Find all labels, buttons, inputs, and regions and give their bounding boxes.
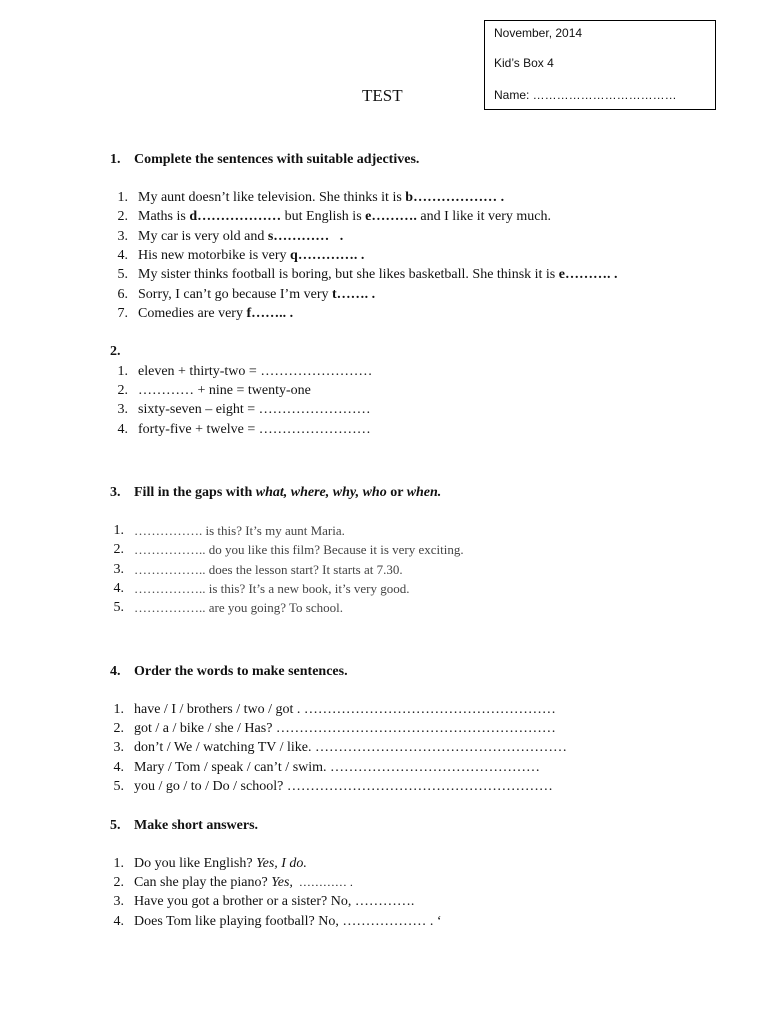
item-example-answer: Yes, I do.	[256, 856, 307, 871]
item-number: 1.	[113, 702, 124, 717]
section-number: 2.	[110, 344, 121, 359]
item-text: Can she play the piano?	[134, 875, 272, 890]
item-blank: e………. .	[558, 267, 618, 282]
item-number: 5.	[113, 779, 124, 794]
item-text: Maths is	[138, 209, 190, 224]
item-text: …………….. do you like this film? Because it is very exciting.	[134, 542, 464, 557]
item-number: 2.	[113, 875, 124, 890]
section-title-keywords: when.	[406, 485, 442, 500]
header-name-field: Name: ………………………………	[494, 88, 677, 102]
page-title: TEST	[362, 86, 403, 105]
header-date: November, 2014	[494, 26, 583, 40]
item-number: 6.	[117, 287, 128, 302]
item-number: 4.	[117, 248, 128, 263]
section-title: Fill in the gaps with	[134, 485, 256, 500]
item-number: 4.	[113, 760, 124, 775]
item-number: 1.	[113, 523, 124, 538]
item-text: My aunt doesn’t like television. She thinks it is	[138, 190, 406, 205]
item-blank: t……. .	[331, 287, 376, 302]
item-blank: e……….	[365, 209, 417, 224]
item-number: 4.	[113, 581, 124, 596]
item-number: 3.	[117, 229, 128, 244]
item-number: 4.	[113, 914, 124, 929]
item-text: My car is very old and	[138, 229, 268, 244]
item-number: 3.	[117, 402, 128, 417]
item-number: 2.	[117, 383, 128, 398]
item-text: His new motorbike is very	[138, 248, 291, 263]
section-number: 1.	[110, 152, 121, 167]
item-number: 5.	[117, 267, 128, 282]
item-blank: b……………… .	[405, 190, 505, 205]
section-title-keywords: what, where, why, who	[255, 485, 387, 500]
item-text: don’t / We / watching TV / like. ………………………………………………	[134, 740, 567, 755]
item-blank: d………………	[189, 209, 282, 224]
item-number: 3.	[113, 894, 124, 909]
section-title: Order the words to make sentences.	[134, 664, 348, 679]
section-number: 3.	[110, 485, 121, 500]
item-number: 1.	[113, 856, 124, 871]
item-text: you / go / to / Do / school? …………………………………………………	[134, 779, 553, 794]
section-title: Make short answers.	[134, 818, 259, 833]
item-number: 3.	[113, 562, 124, 577]
item-number: 4.	[117, 422, 128, 437]
item-text: ………… + nine = twenty-one	[138, 383, 311, 398]
item-number: 2.	[117, 209, 128, 224]
item-text: ……………. is this? It’s my aunt Maria.	[134, 523, 345, 538]
item-text: eleven + thirty-two = ……………………	[138, 364, 373, 379]
item-text: Mary / Tom / speak / can’t / swim. ………………………………………	[134, 760, 541, 775]
item-number: 2.	[113, 542, 124, 557]
item-text: …………….. are you going? To school.	[134, 600, 343, 615]
item-number: 1.	[117, 190, 128, 205]
item-text: My sister thinks football is boring, but she likes basketball. She thinsk it is	[138, 267, 559, 282]
item-text: sixty-seven – eight = ……………………	[138, 402, 371, 417]
item-text: Do you like English?	[134, 856, 257, 871]
item-text: but English is	[281, 209, 366, 224]
section-number: 4.	[110, 664, 121, 679]
item-blank: s………… .	[267, 229, 344, 244]
section-number: 5.	[110, 818, 121, 833]
item-text: …………….. does the lesson start? It starts at 7.30.	[134, 562, 403, 577]
section-title: or	[386, 485, 407, 500]
item-text: Have you got a brother or a sister? No, ………….	[134, 894, 415, 909]
header-book: Kid’s Box 4	[494, 56, 554, 70]
item-text: Comedies are very	[138, 306, 247, 321]
item-number: 1.	[117, 364, 128, 379]
item-text: Does Tom like playing football? No, ……………… . ‘	[134, 914, 442, 929]
item-blank: q…………. .	[290, 248, 365, 263]
item-blank: ………… .	[292, 875, 353, 889]
item-number: 3.	[113, 740, 124, 755]
item-text: Sorry, I can’t go because I’m very	[138, 287, 332, 302]
item-number: 5.	[113, 600, 124, 615]
section-title: Complete the sentences with suitable adjectives.	[134, 152, 420, 167]
item-text: and I like it very much.	[416, 209, 552, 224]
item-text: got / a / bike / she / Has? ……………………………………………………	[134, 721, 556, 736]
item-text: have / I / brothers / two / got . ………………………………………………	[134, 702, 556, 717]
item-number: 7.	[117, 306, 128, 321]
item-blank: f…….. .	[246, 306, 294, 321]
item-example-answer: Yes,	[271, 875, 293, 890]
item-text: forty-five + twelve = ……………………	[138, 422, 371, 437]
item-text: …………….. is this? It’s a new book, it’s very good.	[134, 581, 410, 596]
header-info-box	[484, 20, 716, 110]
item-number: 2.	[113, 721, 124, 736]
